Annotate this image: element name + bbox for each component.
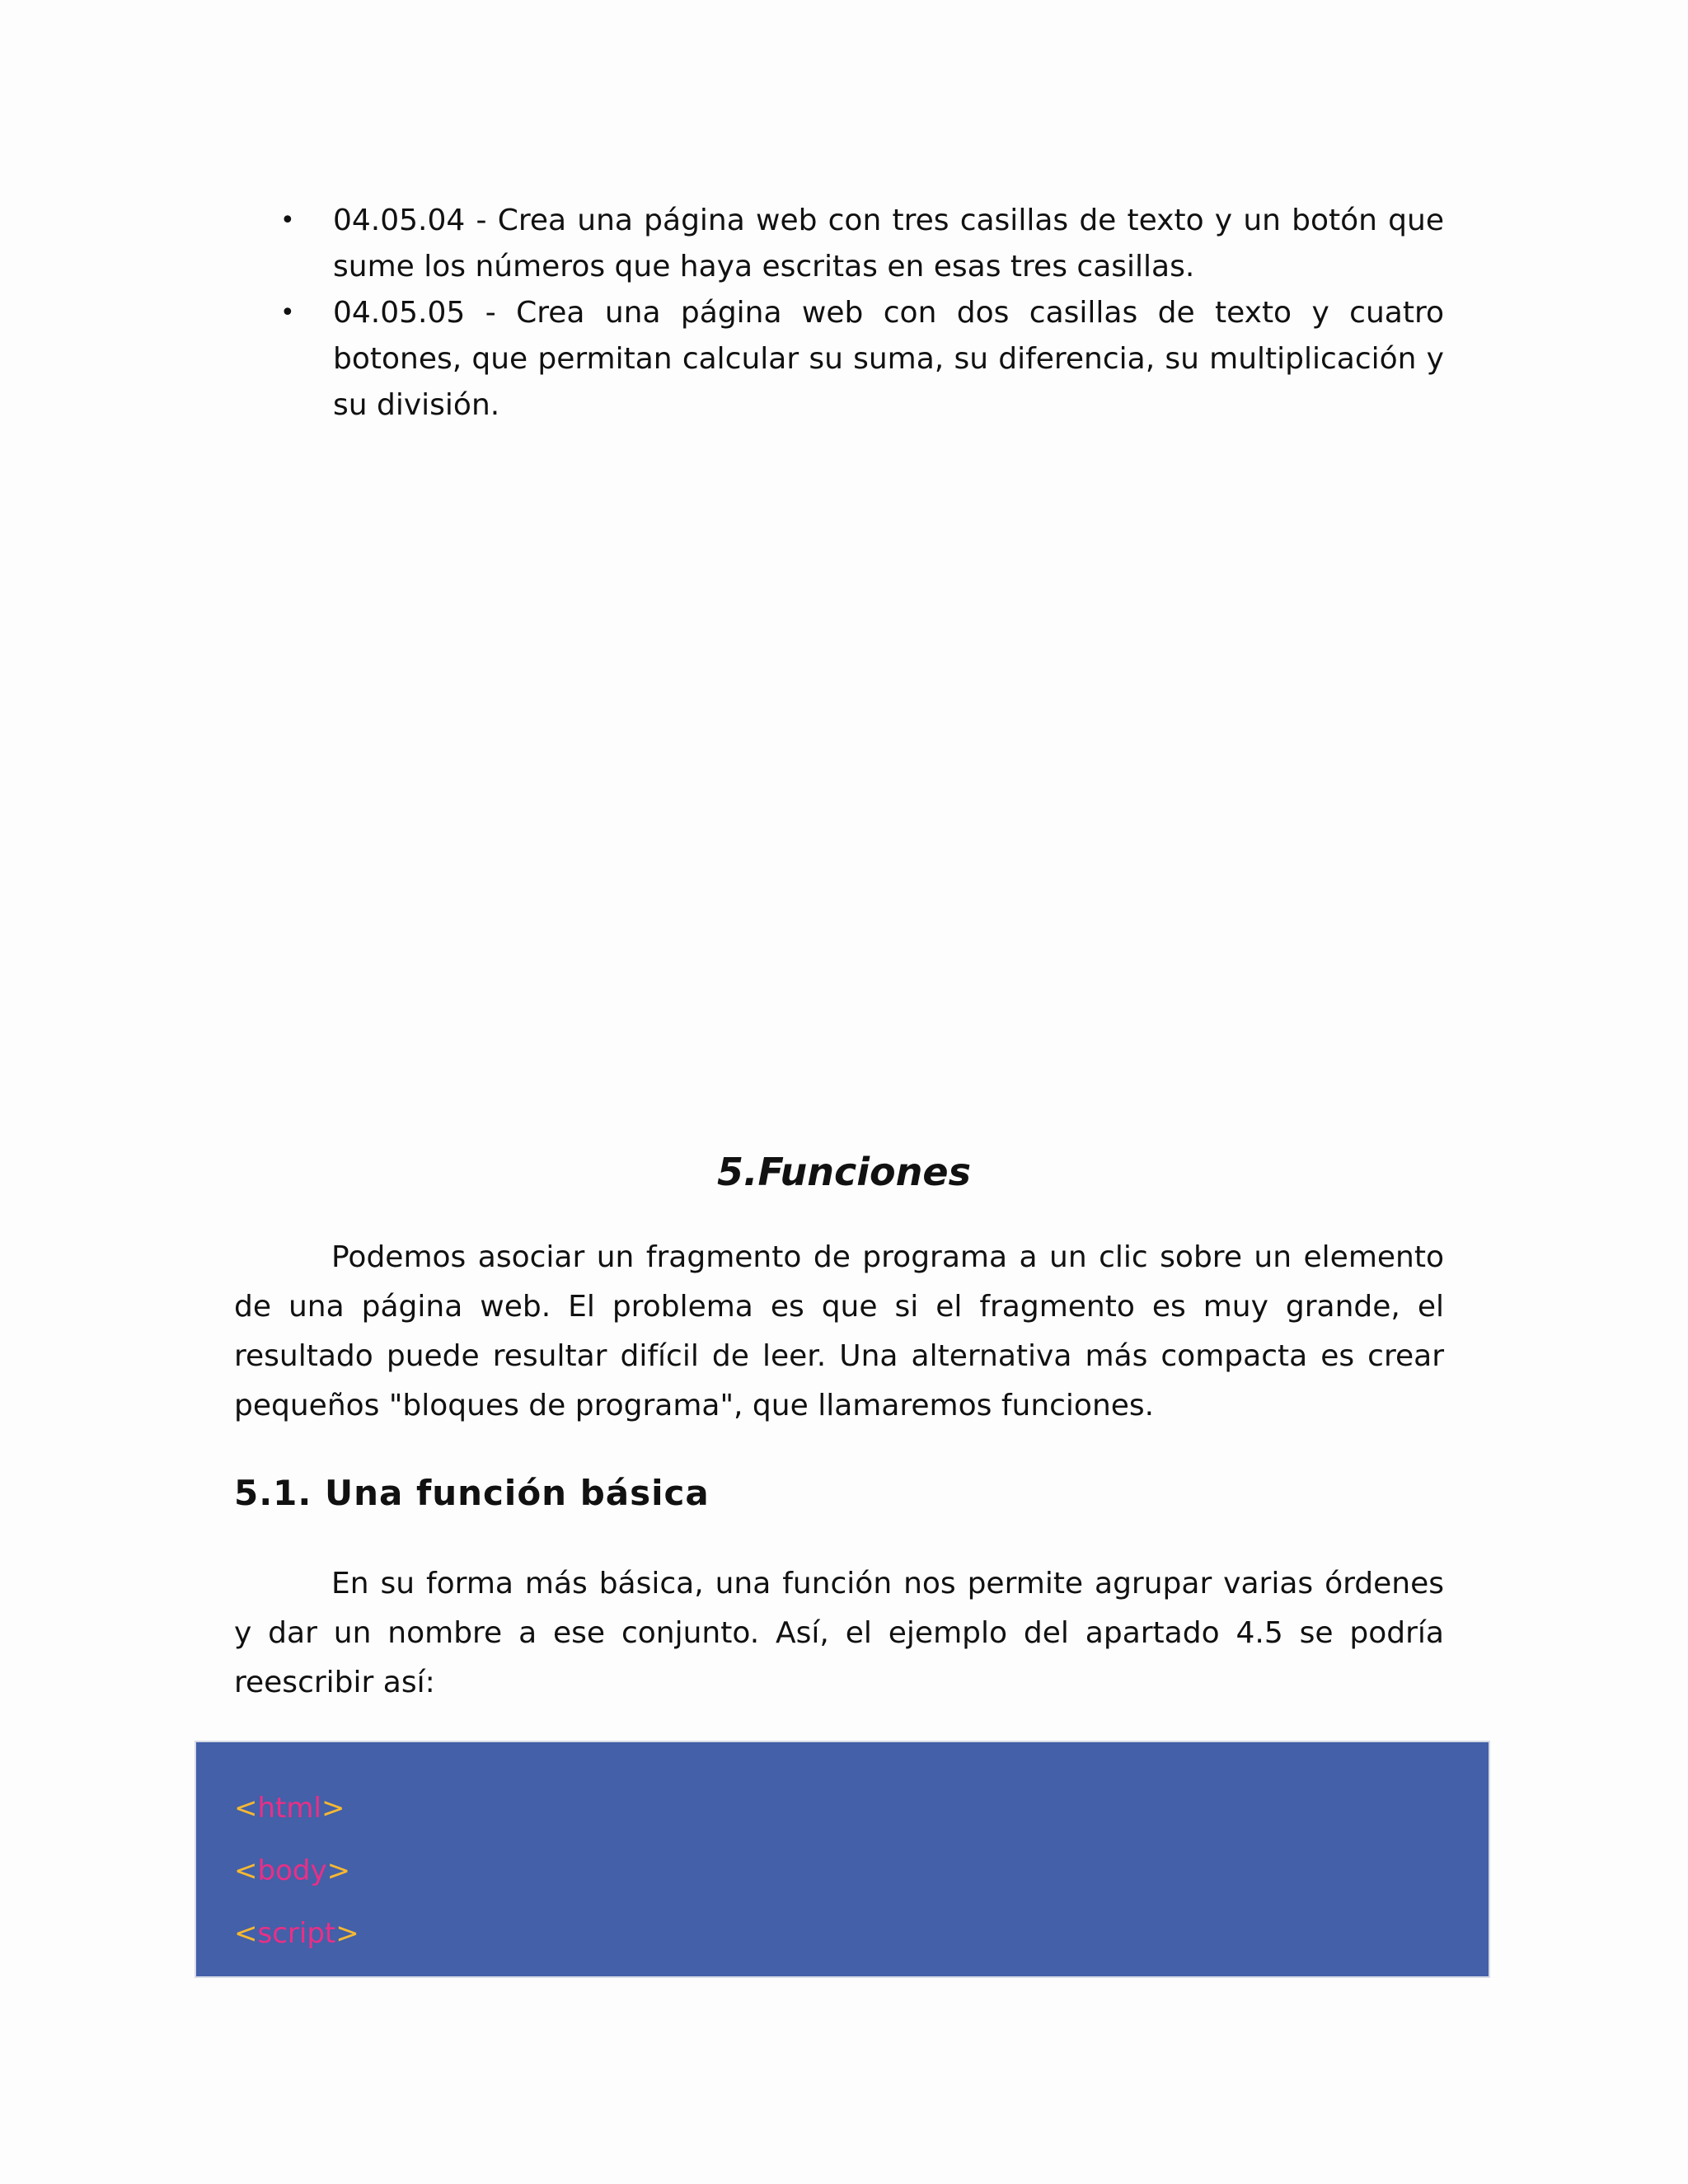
code-bracket-close: > (321, 1792, 345, 1825)
exercise-list (280, 198, 1444, 429)
chapter-title: 5.Funciones (717, 1150, 971, 1194)
exercise-text: 04.05.05 - Crea una página web con dos casillas de texto y cuatro botones, que permitan calcular su suma, su diferencia, su multiplicación y su división. (333, 296, 1444, 422)
code-block (195, 1741, 1490, 1978)
code-tag-name: html (257, 1792, 321, 1825)
exercise-text: 04.05.04 - Crea una página web con tres casillas de texto y un botón que sume los números que haya escritas en esas tres casillas. (333, 204, 1444, 284)
section-title: 5.1. Una función básica (234, 1473, 710, 1513)
code-bracket-open: < (234, 1854, 258, 1887)
code-bracket-close: > (326, 1854, 351, 1887)
code-bracket-open: < (234, 1792, 258, 1825)
code-tag-name: body (257, 1854, 327, 1887)
list-item (280, 198, 1444, 290)
code-bracket-close: > (335, 1917, 359, 1950)
bullet-icon: • (280, 298, 295, 327)
chapter-intro-paragraph: Podemos asociar un fragmento de programa a un clic sobre un elemento de una página web. El problema es que si el fragmento es muy grande, el resultado puede resultar difícil de leer. Una alternativa más compacta es crear pequeños "bloques de programa", que llamaremos funciones. (234, 1240, 1444, 1422)
code-bracket-open: < (234, 1917, 258, 1950)
list-item (280, 290, 1444, 429)
code-line (234, 1777, 1489, 1840)
bullet-icon: • (280, 206, 295, 235)
code-line (234, 1902, 1489, 1965)
code-tag-name: script (257, 1917, 336, 1950)
section-body-paragraph: En su forma más básica, una función nos permite agrupar varias órdenes y dar un nombre a ese conjunto. Así, el ejemplo del apartado 4.5 se podría reescribir así: (234, 1567, 1444, 1699)
code-line (234, 1840, 1489, 1902)
